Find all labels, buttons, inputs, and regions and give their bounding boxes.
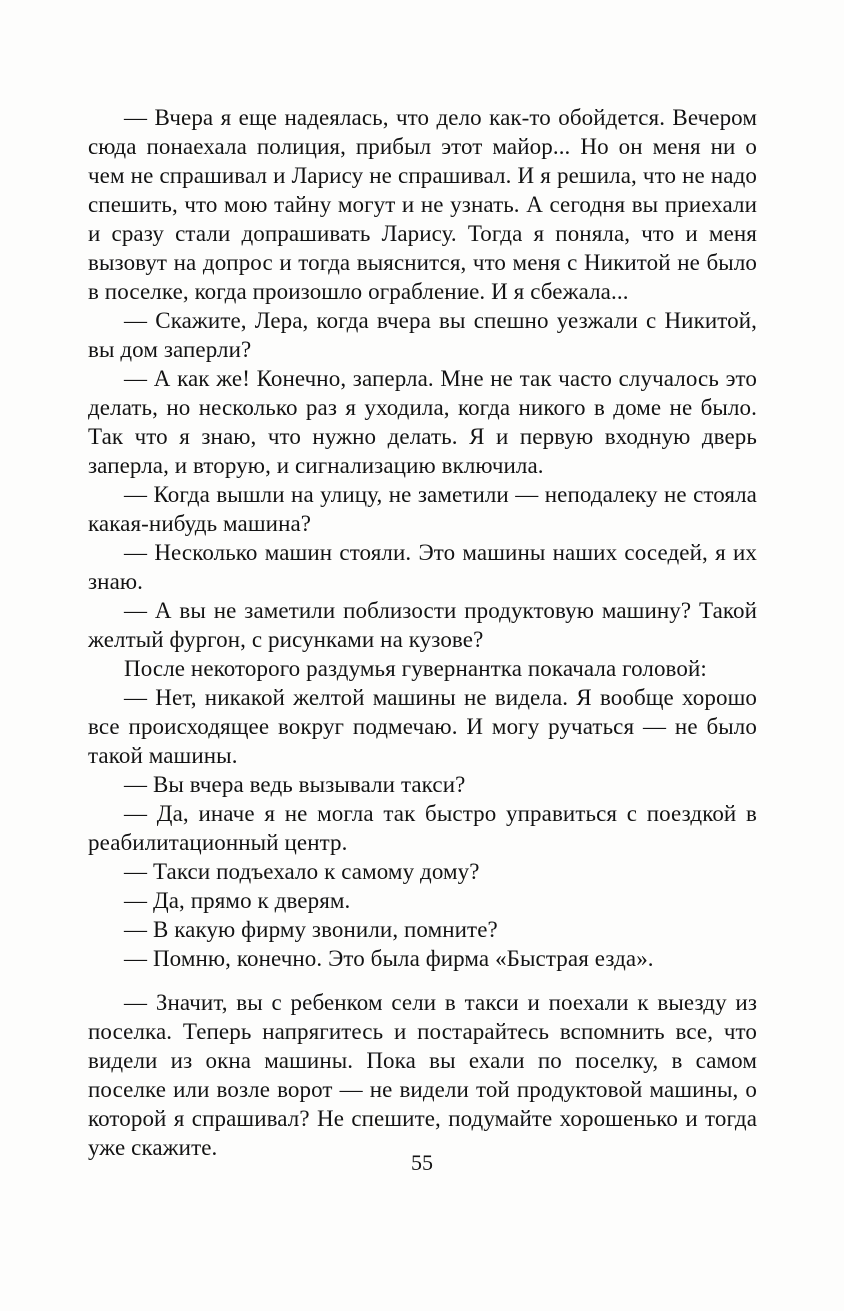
paragraph: — Когда вышли на улицу, не заметили — неподалеку не стояла какая-нибудь машина? xyxy=(88,482,757,536)
paragraph: — Значит, вы с ребенком сели в такси и поехали к выезду из поселка. Теперь напрягитесь и постарайтесь вспомнить все, что видели из окна машины. Пока вы ехали по поселку, в самом поселке или возле ворот — не видели той продуктовой машины, о которой я спрашивал? Не спешите, подумайте хорошенько и тогда уже скажите. xyxy=(88,990,757,1160)
paragraph: — Такси подъехало к самому дому? xyxy=(124,859,480,884)
page-number: 55 xyxy=(411,1150,433,1175)
body-text xyxy=(88,103,757,1162)
paragraph: — Скажите, Лера, когда вчера вы спешно уезжали с Никитой, вы дом заперли? xyxy=(88,308,757,362)
paragraph: — В какую фирму звонили, помните? xyxy=(124,917,498,942)
paragraph: — А как же! Конечно, заперла. Мне не так часто случалось это делать, но несколько раз я уходила, когда никого в доме не было. Так что я знаю, что нужно делать. Я и первую входную дверь заперла, и вторую, и сигнализацию включила. xyxy=(88,366,757,478)
paragraph: — Да, иначе я не могла так быстро управиться с поездкой в реабилитационный центр. xyxy=(88,801,757,855)
paragraph: — Нет, никакой желтой машины не видела. Я вообще хорошо все происходящее вокруг подмечаю. И могу ручаться — не было такой машины. xyxy=(88,685,757,768)
paragraph: — Вы вчера ведь вызывали такси? xyxy=(124,772,466,797)
paragraph: — Да, прямо к дверям. xyxy=(124,888,351,913)
paragraph: После некоторого раздумья гувернантка покачала головой: xyxy=(124,656,707,681)
paragraph: — Помню, конечно. Это была фирма «Быстрая езда». xyxy=(124,946,654,971)
paragraph: — А вы не заметили поблизости продуктовую машину? Такой желтый фургон, с рисунками на кузове? xyxy=(88,598,757,652)
paragraph: — Несколько машин стояли. Это машины наших соседей, я их знаю. xyxy=(88,540,757,594)
paragraph: — Вчера я еще надеялась, что дело как-то обойдется. Вечером сюда понаехала полиция, прибыл этот майор... Но он меня ни о чем не спрашивал и Ларису не спрашивал. И я решила, что не надо спешить, что мою тайну могут и не узнать. А сегодня вы приехали и сразу стали допрашивать Ларису. Тогда я поняла, что и меня вызовут на допрос и тогда выяснится, что меня с Никитой не было в поселке, когда произошло ограбление. И я сбежала... xyxy=(88,105,757,304)
